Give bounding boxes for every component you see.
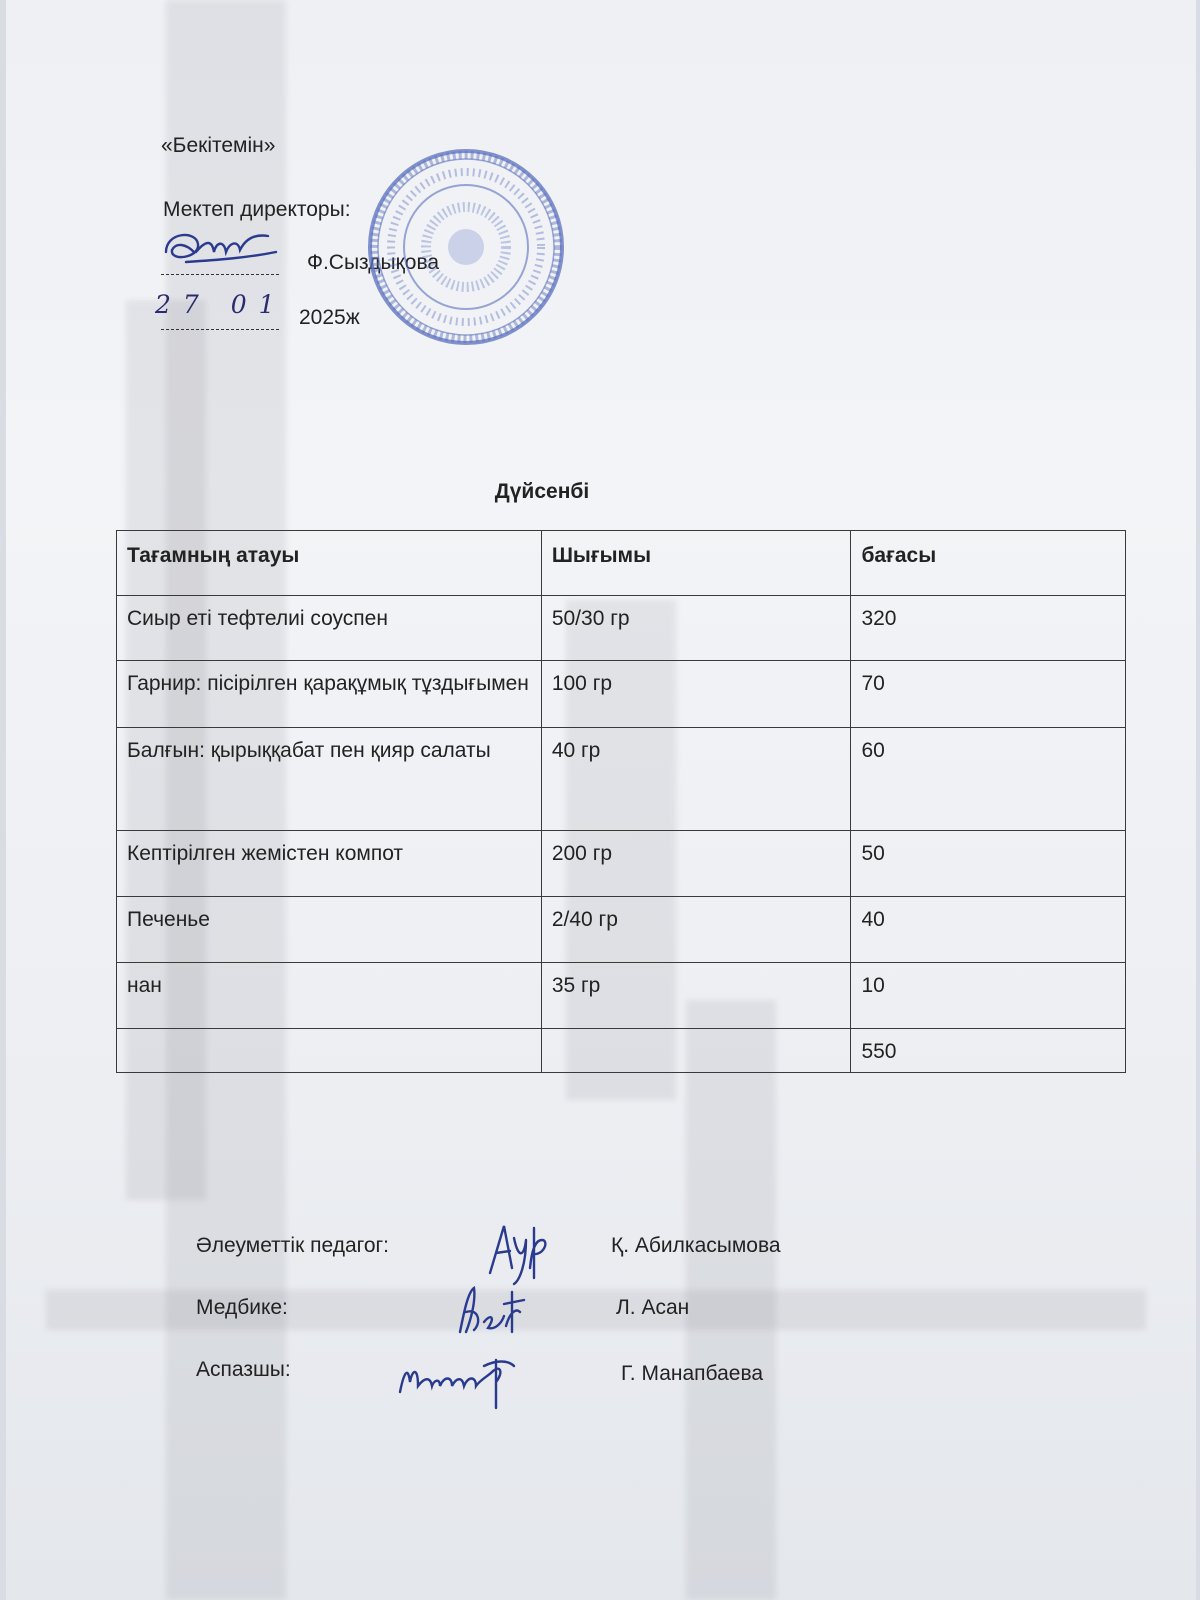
yield-cell: 35 гр [541,963,851,1029]
total-empty-cell [541,1029,851,1073]
table-row [117,897,1126,963]
document-sheet [6,0,1196,1600]
price-cell: 60 [851,728,1126,831]
price-cell: 320 [851,596,1126,661]
dish-name-cell: Сиыр еті тефтелиі соуспен [117,596,542,661]
total-price-cell: 550 [851,1029,1126,1073]
cook-signature [396,1352,521,1412]
header-yield: Шығымы [541,531,851,596]
dish-name-cell: нан [117,963,542,1029]
total-empty-cell [117,1029,542,1073]
header-price: бағасы [851,531,1126,596]
dish-name-cell: Кептірілген жемістен компот [117,831,542,897]
approval-year: 2025ж [299,306,360,329]
director-signature [156,222,286,272]
table-row [117,831,1126,897]
handwritten-date: 27 01 [155,290,287,319]
social-pedagogue-signature [484,1218,554,1288]
yield-cell: 2/40 гр [541,897,851,963]
price-cell: 70 [851,661,1126,728]
director-label: Мектеп директоры: [163,198,351,221]
yield-cell: 200 гр [541,831,851,897]
school-stamp [366,145,566,350]
staff-name: Л. Асан [616,1296,690,1319]
dish-name-cell: Гарнир: пісірілген қарақұмық тұздығымен [117,661,542,728]
day-title: Дүйсенбі [494,480,590,503]
table-row [117,661,1126,728]
yield-cell: 100 гр [541,661,851,728]
menu-table [116,530,1126,1073]
staff-role: Аспазшы: [196,1358,291,1381]
yield-cell: 50/30 гр [541,596,851,661]
table-row [117,596,1126,661]
staff-name: Қ. Абилкасымова [611,1234,781,1257]
director-name: Ф.Сыздықова [307,251,440,274]
table-row [117,963,1126,1029]
table-header-row [117,531,1126,596]
staff-role: Әлеуметтік педагог: [196,1234,389,1257]
header-dish-name: Тағамның атауы [117,531,542,596]
dish-name-cell: Балғын: қырыққабат пен қияр салаты [117,728,542,831]
yield-cell: 40 гр [541,728,851,831]
dish-name-cell: Печенье [117,897,542,963]
price-cell: 50 [851,831,1126,897]
price-cell: 10 [851,963,1126,1029]
table-row [117,728,1126,831]
staff-role: Медбике: [196,1296,288,1319]
price-cell: 40 [851,897,1126,963]
total-row [117,1029,1126,1073]
approval-title: «Бекітемін» [161,134,276,157]
staff-name: Г. Манапбаева [621,1362,764,1385]
nurse-signature [452,1282,532,1342]
